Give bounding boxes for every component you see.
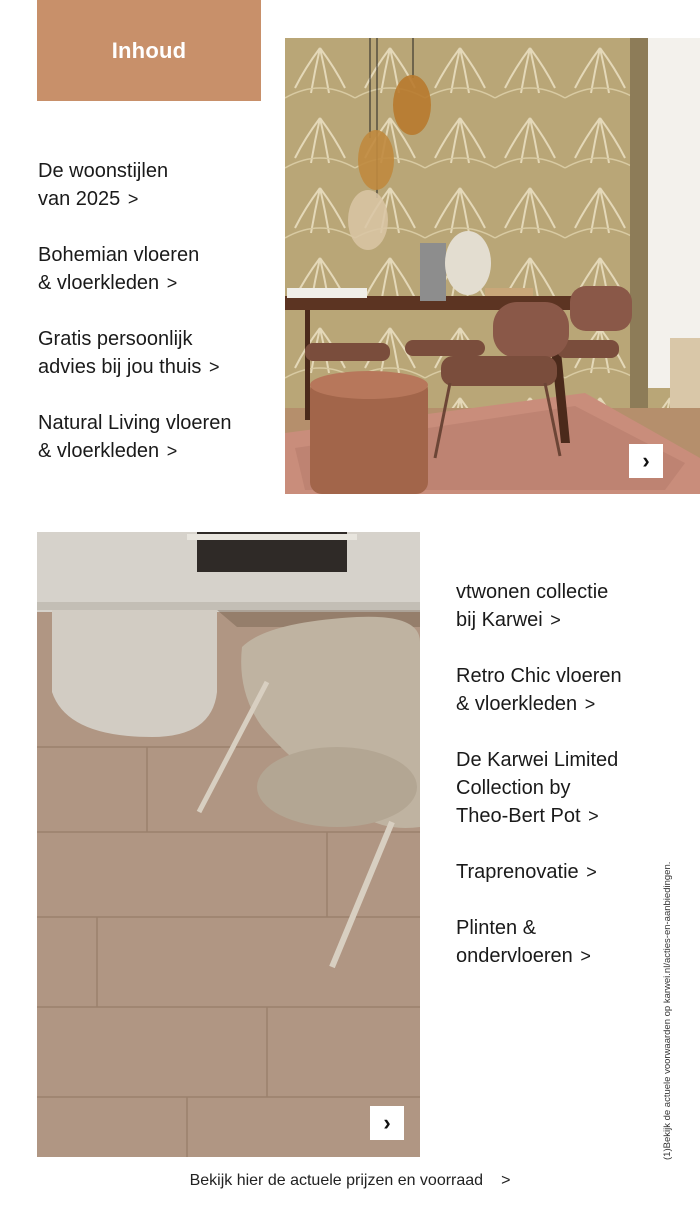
chevron-right-icon: > [127, 189, 139, 209]
link-label: Traprenovatie [456, 861, 579, 883]
contents-header [37, 0, 261, 101]
chevron-right-icon: > [209, 357, 220, 377]
chevron-right-icon: > [580, 946, 591, 966]
prices-stock-link[interactable] [0, 1172, 700, 1190]
link-traprenovatie[interactable] [456, 858, 661, 886]
dining-photo-next-button[interactable] [629, 444, 663, 478]
chair-floor-photo[interactable] [37, 532, 420, 1157]
contents-links-left [38, 157, 273, 493]
chevron-right-icon: > [584, 694, 596, 714]
link-label: Retro Chic vloeren & vloerkleden [456, 665, 622, 715]
prices-stock-label: Bekijk hier de actuele prijzen en voorraad [189, 1172, 484, 1189]
link-label: De Karwei Limited Collection by Theo-Bert Pot [456, 749, 619, 827]
chevron-right-icon: › [642, 448, 650, 473]
chevron-right-icon: > [501, 1172, 511, 1189]
chevron-right-icon: > [166, 441, 178, 461]
link-gratis-advies[interactable] [38, 325, 273, 381]
link-label: Natural Living vloeren & vloerkleden [38, 412, 232, 462]
link-vtwonen-collectie[interactable] [456, 578, 661, 634]
terms-footnote: (1)Bekijk de actuele voorwaarden op karwei.nl/acties-en-aanbiedingen. [662, 861, 673, 1160]
link-label: Plinten & ondervloeren [456, 917, 573, 967]
link-retro-chic[interactable] [456, 662, 661, 718]
chevron-right-icon: > [166, 273, 178, 293]
link-natural-living[interactable] [38, 409, 273, 465]
link-label: Gratis persoonlijk advies bij jou thuis [38, 328, 202, 378]
chevron-right-icon: > [586, 862, 597, 882]
chair-photo-next-button[interactable] [370, 1106, 404, 1140]
dining-room-photo[interactable] [285, 38, 700, 494]
chevron-right-icon: > [550, 610, 561, 630]
chevron-right-icon: > [588, 806, 599, 826]
link-woonstijlen-2025[interactable] [38, 157, 273, 213]
link-plinten-ondervloeren[interactable] [456, 914, 661, 970]
link-label: vtwonen collectie bij Karwei [456, 581, 609, 631]
link-limited-collection[interactable] [456, 746, 661, 830]
contents-links-right [456, 578, 661, 998]
link-label: Bohemian vloeren & vloerkleden [38, 244, 200, 294]
chevron-right-icon: › [383, 1110, 391, 1135]
link-label: De woonstijlen van 2025 [38, 160, 169, 210]
link-bohemian-vloeren[interactable] [38, 241, 273, 297]
contents-title: Inhoud [111, 37, 187, 63]
